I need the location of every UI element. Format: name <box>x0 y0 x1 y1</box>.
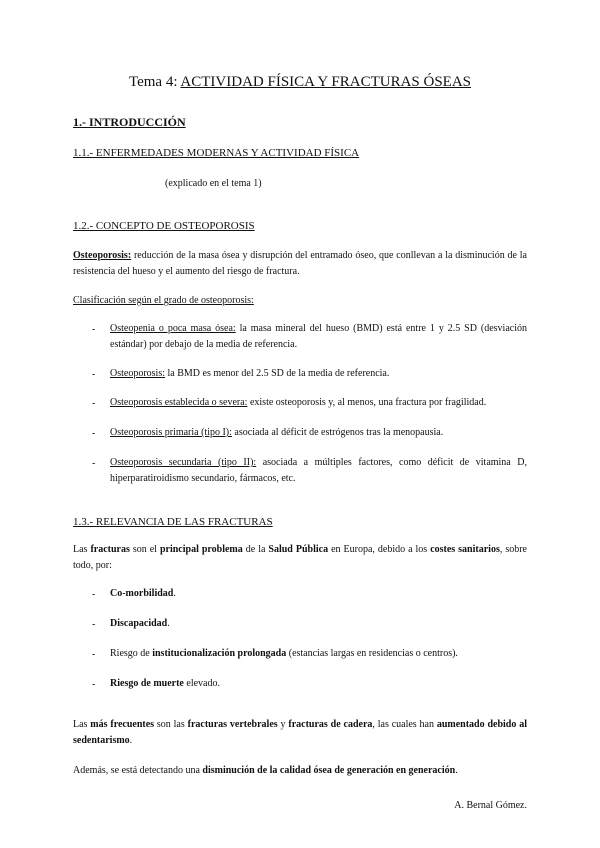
item-term: Osteoporosis secundaria (tipo II): <box>110 457 257 468</box>
definition-text: reducción de la masa ósea y disrupción del entramado óseo, que conllevan a la disminución de la resistencia del hueso y el aumento del riesgo de fractura. <box>73 250 527 277</box>
text: (estancias largas en residencias o centros). <box>286 648 458 659</box>
text: Además, se está detectando una <box>73 765 203 776</box>
section-heading-intro: 1.- INTRODUCCIÓN <box>73 115 186 129</box>
osteoporosis-definition <box>73 248 527 279</box>
text: . <box>167 618 170 629</box>
text: , sobre todo, por: <box>73 544 527 571</box>
bullet-item <box>110 646 458 662</box>
text: . <box>173 588 176 599</box>
item-term: Osteoporosis establecida o severa: <box>110 397 248 408</box>
list-dash: - <box>92 428 96 439</box>
item-text: la masa mineral del hueso (BMD) está entre 1 y 2.5 SD (desviación estándar) por debajo de la media de referencia. <box>110 323 527 350</box>
bold-text: Riesgo de muerte <box>110 678 184 689</box>
bold-text: costes sanitarios <box>430 544 500 555</box>
bullet-item <box>110 676 220 692</box>
list-dash: - <box>92 398 96 409</box>
section-1-1-note: (explicado en el tema 1) <box>165 178 262 189</box>
text: . <box>455 765 458 776</box>
bold-text: institucionalización prolongada <box>152 648 287 659</box>
bullet-dash: - <box>92 619 96 630</box>
text: . <box>129 734 133 746</box>
bullet-item <box>110 586 176 602</box>
list-dash: - <box>92 458 96 469</box>
fracturas-paragraph <box>73 542 527 573</box>
bullet-dash: - <box>92 649 96 660</box>
text: y <box>277 719 289 730</box>
text: son las <box>154 719 188 730</box>
bold-text: principal problema <box>159 544 243 555</box>
bold-text: fracturas de cadera <box>288 719 373 730</box>
bold-text: Discapacidad <box>110 618 168 629</box>
text: Riesgo de <box>110 648 153 659</box>
item-text: asociada a múltiples factores, como déficit de vitamina D, hiperparatiroidismo secundario, fármacos, etc. <box>110 457 527 484</box>
item-text: la BMD es menor del 2.5 SD de la media de referencia. <box>165 368 390 379</box>
definition-term: Osteoporosis: <box>73 250 132 261</box>
bold-text: disminución de la calidad ósea de generación en generación <box>202 765 456 776</box>
calidad-osea-paragraph <box>73 763 458 779</box>
section-heading-1-3: 1.3.- RELEVANCIA DE LAS FRACTURAS <box>73 516 273 528</box>
author-signature: A. Bernal Gómez. <box>454 800 527 811</box>
list-dash: - <box>92 369 96 380</box>
bold-text: Salud Pública <box>268 544 329 555</box>
list-item <box>110 395 486 411</box>
list-item <box>110 425 443 441</box>
list-dash: - <box>92 324 96 335</box>
classification-label: Clasificación según el grado de osteoporosis: <box>73 295 254 306</box>
section-heading-1-2: 1.2.- CONCEPTO DE OSTEOPOROSIS <box>73 220 255 232</box>
list-item <box>110 455 527 486</box>
frecuentes-paragraph <box>73 717 527 748</box>
list-item <box>110 366 389 382</box>
item-text: asociada al déficit de estrógenos tras la menopausia. <box>231 427 444 438</box>
bold-text: fracturas vertebrales <box>187 719 278 730</box>
section-heading-1-1: 1.1.- ENFERMEDADES MODERNAS Y ACTIVIDAD FÍSICA <box>73 147 360 159</box>
item-text: existe osteoporosis y, al menos, una fractura por fragilidad. <box>247 397 487 408</box>
title-main: ACTIVIDAD FÍSICA Y FRACTURAS ÓSEAS <box>180 74 472 90</box>
bold-text: fracturas <box>90 544 130 555</box>
bold-text: aumentado debido al sedentarismo <box>73 719 527 746</box>
bullet-dash: - <box>92 589 96 600</box>
bold-text: Co-morbilidad <box>110 588 174 599</box>
item-term: Osteoporosis: <box>110 368 165 379</box>
text: son el <box>129 544 160 555</box>
text: en Europa, debido a los <box>328 544 431 555</box>
bullet-item <box>110 616 170 632</box>
text: Las <box>73 719 91 730</box>
bullet-dash: - <box>92 679 96 690</box>
bold-text: más frecuentes <box>90 719 155 730</box>
document-title <box>0 74 600 91</box>
text: Las <box>73 544 91 555</box>
item-term: Osteoporosis primaria (tipo I): <box>110 427 232 438</box>
text: , las cuales han <box>372 719 437 730</box>
text: elevado. <box>183 678 220 689</box>
text: de la <box>242 544 269 555</box>
item-term: Osteopenia o poca masa ósea: <box>110 323 236 334</box>
list-item <box>110 321 527 352</box>
title-prefix: Tema 4: <box>128 74 181 90</box>
